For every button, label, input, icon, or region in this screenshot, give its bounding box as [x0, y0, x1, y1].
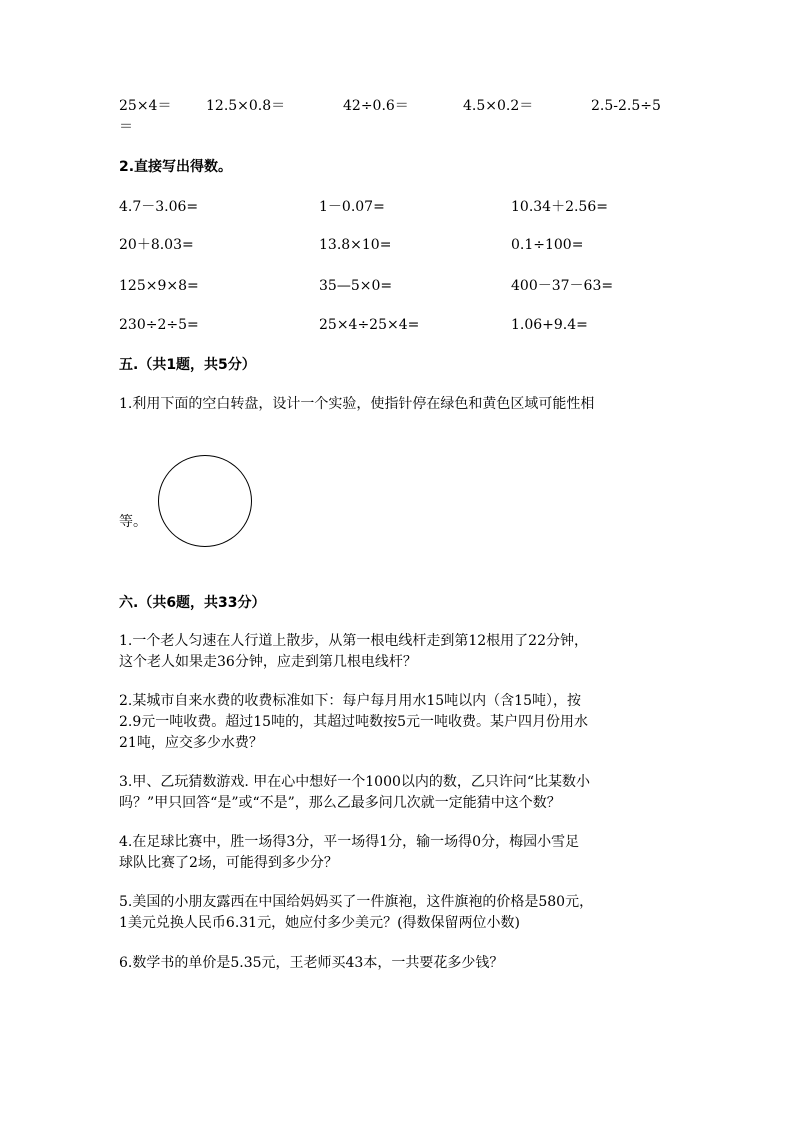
expr: 42÷0.6＝ [343, 98, 409, 114]
question-title: 2.直接写出得数。 [119, 159, 233, 175]
grid-cell: 230÷2÷5= [119, 317, 199, 333]
grid-cell: 0.1÷100= [511, 237, 584, 253]
expr: 2.5-2.5÷5 [591, 98, 661, 114]
question-text: 1.利用下面的空白转盘，设计一个实验，使指针停在绿色和黄色区域可能性相 [119, 396, 595, 412]
expr: 4.5×0.2＝ [463, 98, 534, 114]
blank-spinner-circle [158, 455, 252, 547]
question-line: 2.9元一吨收费。超过15吨的，其超过吨数按5元一吨收费。某户四月份用水 [119, 714, 588, 730]
question-line: 吗？”甲只回答“是”或“不是”，那么乙最多问几次就一定能猜中这个数？ [119, 795, 561, 811]
grid-cell: 20＋8.03= [119, 237, 194, 253]
question-line: 这个老人如果走36分钟，应走到第几根电线杆？ [119, 654, 417, 670]
section-header: 五.（共1题，共5分） [119, 357, 256, 373]
expr: 12.5×0.8＝ [206, 98, 286, 114]
grid-cell: 1.06+9.4= [511, 317, 588, 333]
grid-cell: 125×9×8= [119, 278, 199, 294]
expr: 25×4＝ [119, 98, 172, 114]
grid-cell: 400－37－63= [511, 278, 614, 294]
question-text: 等。 [119, 514, 147, 530]
question-line: 4.在足球比赛中，胜一场得3分，平一场得1分，输一场得0分，梅园小雪足 [119, 834, 580, 850]
question-line: 21吨，应交多少水费？ [119, 735, 263, 751]
grid-cell: 25×4÷25×4= [319, 317, 420, 333]
grid-cell: 35—5×0= [319, 278, 393, 294]
question-line: 球队比赛了2场，可能得到多少分？ [119, 855, 338, 871]
grid-cell: 13.8×10= [319, 237, 392, 253]
question-line: 2.某城市自来水费的收费标准如下：每户每月用水15吨以内（含15吨），按 [119, 693, 581, 709]
question-line: 3.甲、乙玩猜数游戏. 甲在心中想好一个1000以内的数，乙只许问“比某数小 [119, 774, 591, 790]
question-line: 1.一个老人匀速在人行道上散步，从第一根电线杆走到第12根用了22分钟， [119, 633, 588, 649]
question-line: 6.数学书的单价是5.35元，王老师买43本，一共要花多少钱？ [119, 955, 504, 971]
question-line: 5.美国的小朋友露西在中国给妈妈买了一件旗袍，这件旗袍的价格是580元， [119, 894, 594, 910]
grid-cell: 1－0.07= [319, 199, 385, 215]
grid-cell: 10.34＋2.56= [511, 199, 608, 215]
grid-cell: 4.7－3.06= [119, 199, 199, 215]
section-header: 六.（共6题，共33分） [119, 595, 266, 611]
question-line: 1美元兑换人民币6.31元，她应付多少美元？(得数保留两位小数) [119, 915, 521, 931]
expr-wrap: ＝ [119, 119, 133, 135]
